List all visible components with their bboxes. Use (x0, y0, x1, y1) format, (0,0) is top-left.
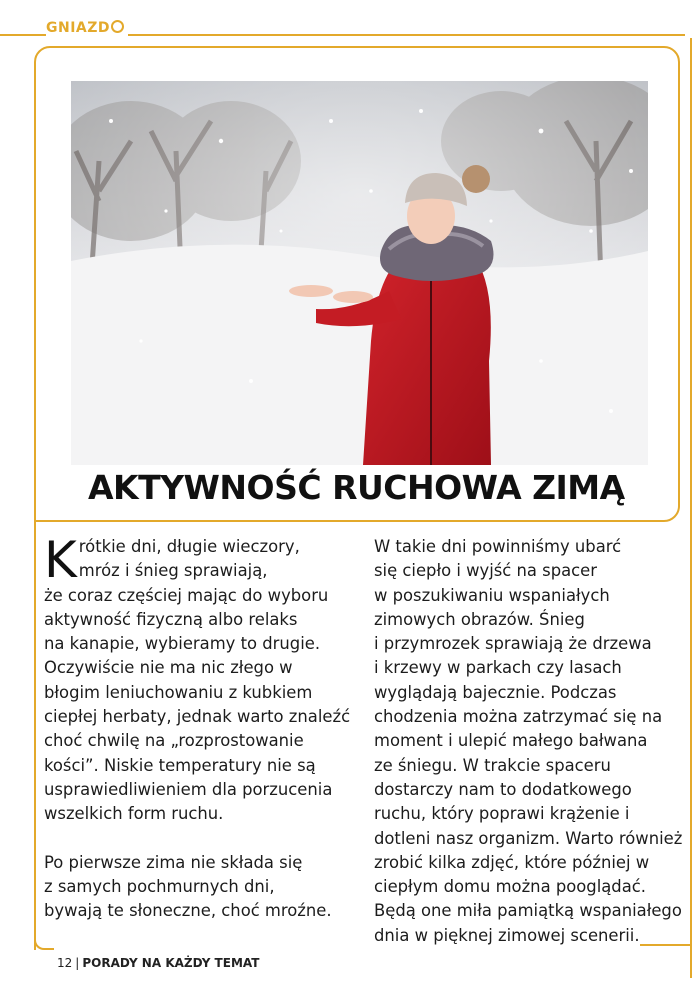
article-photo (71, 81, 648, 465)
paragraph-intro (44, 531, 360, 827)
section-label-text: GNIAZD (46, 20, 111, 36)
page-frame-right-edge (690, 38, 692, 978)
footer-separator: | (75, 956, 80, 970)
paragraph-intro-text: rótkie dni, długie wieczory, mróz i śnieg sprawiają, że coraz częściej mając do wyboru aktywność fizyczną albo relaks na kanapie, wybieramy to drugie. Oczywiście nie ma nic złego w błogim leniuchowaniu z kubkiem ciepłej herbaty, jednak warto znaleźć choć chwilę na „rozprostowanie kości”. Niskie temperatury nie są usprawiedliwieniem dla porzucenia wszelkich form ruchu. (44, 537, 351, 824)
article-column-right (374, 535, 692, 948)
section-label (46, 20, 128, 36)
page-frame-bottom-right (640, 944, 690, 946)
page-number: 12 (57, 956, 73, 970)
ring-o-icon (111, 20, 124, 33)
article-column-left (44, 531, 360, 923)
article-title: AKTYWNOŚĆ RUCHOWA ZIMĄ (88, 468, 625, 507)
article-frame-bottom-corner (34, 940, 54, 950)
page-footer (57, 956, 259, 970)
paragraph-right: W takie dni powinniśmy ubarć się ciepło i wyjść na spacer w poszukiwaniu wspaniałych zimowych obrazów. Śnieg i przymrozek sprawiają że drzewa i krzewy w parkach czy lasach wyglądają bajecznie. Podczas chodzenia można zatrzymać się na moment i ulepić małego bałwana ze śniegu. W trakcie spaceru dostarczy nam to dodatkowego ruchu, który poprawi krążenie i dotleni nasz organizm. Warto również zrobić kilka zdjęć, które później w ciepłym domu można pooglądać. Będą one miła pamiątką wspaniałego dnia w pięknej zimowej scenerii. (374, 537, 683, 945)
paragraph-second: Po pierwsze zima nie składa się z samych pochmurnych dni, bywają te słoneczne, choć mroźne. (44, 852, 332, 921)
winter-photo-icon (71, 81, 648, 465)
publication-name: PORADY NA KAŻDY TEMAT (82, 956, 260, 970)
article-frame-left-edge (34, 520, 36, 950)
drop-cap: K (44, 531, 77, 589)
